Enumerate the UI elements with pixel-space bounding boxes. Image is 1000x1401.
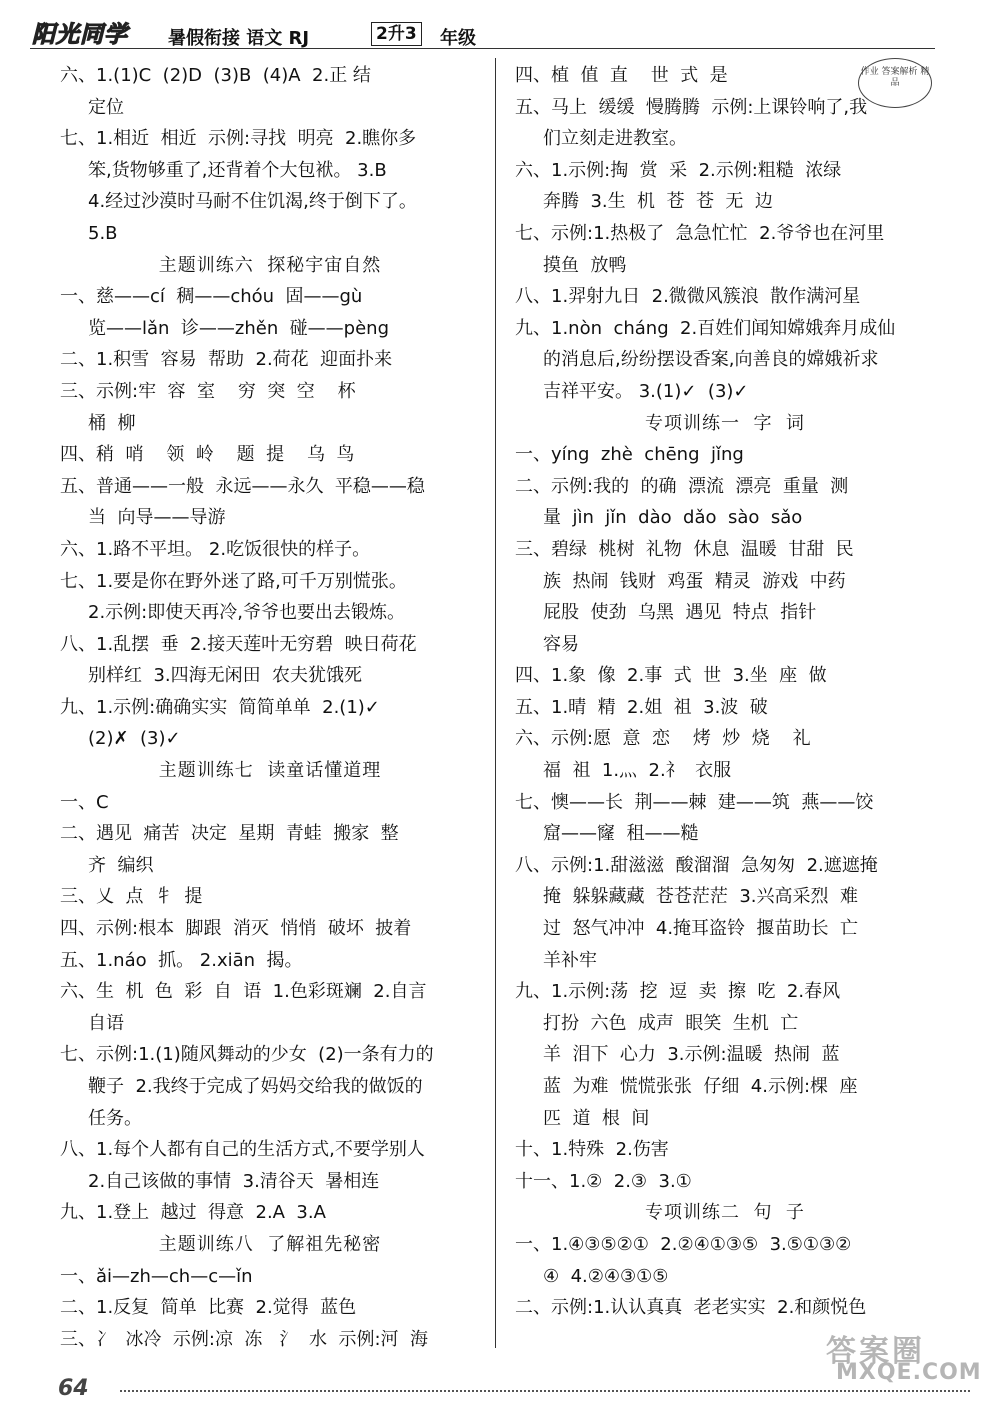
answer-line: 四、示例:根本 脚跟 消灭 悄悄 破坏 披着 bbox=[60, 918, 412, 940]
answer-line: 2.自己该做的事情 3.清谷天 暑相连 bbox=[88, 1170, 380, 1192]
answer-line: 别样红 3.四海无闲田 农夫犹饿死 bbox=[88, 665, 363, 687]
answer-line: 三、乂 点 牜 提 bbox=[60, 886, 203, 908]
answer-line: 六、示例:愿 意 恋 烤 炒 烧 礼 bbox=[515, 728, 811, 750]
answer-line: 自语 bbox=[88, 1012, 124, 1034]
grade-label: 年级 bbox=[440, 28, 476, 49]
page-number: 64 bbox=[58, 1376, 89, 1401]
answer-line: 六、1.示例:掏 赏 采 2.示例:粗糙 浓绿 bbox=[515, 159, 842, 181]
answer-line: 五、马上 缓缓 慢腾腾 示例:上课铃响了,我 bbox=[515, 96, 868, 118]
answer-line: 掩 躲躲藏藏 苍苍茫茫 3.兴高采烈 难 bbox=[543, 886, 858, 908]
answer-line: 一、1.④③⑤②① 2.②④①③⑤ 3.⑤①③② bbox=[515, 1233, 852, 1255]
answer-line: 八、1.每个人都有自己的生活方式,不要学别人 bbox=[60, 1139, 425, 1161]
answer-line: 六、1.路不平坦。 2.吃饭很快的样子。 bbox=[60, 538, 371, 560]
answer-line: 打扮 六色 成声 眼笑 生机 亡 bbox=[543, 1012, 799, 1034]
answer-line: 摸鱼 放鸭 bbox=[543, 254, 627, 276]
answer-line: 八、1.羿射九日 2.微微风簇浪 散作满河星 bbox=[515, 286, 861, 308]
answer-line: 匹 道 根 间 bbox=[543, 1107, 650, 1129]
answer-line: 过 怒气冲冲 4.掩耳盗铃 揠苗助长 亡 bbox=[543, 918, 858, 940]
answer-line: ④ 4.②④③①⑤ bbox=[543, 1265, 669, 1287]
answer-line: 览——lǎn 诊——zhěn 碰——pèng bbox=[88, 317, 389, 339]
answer-line: 齐 编织 bbox=[88, 854, 154, 876]
answer-line: 一、慈——cí 稠——chóu 固——gù bbox=[60, 286, 363, 308]
answer-line: 九、1.nòn cháng 2.百姓们闻知嫦娥奔月成仙 bbox=[515, 317, 896, 339]
answer-line: 九、1.登上 越过 得意 2.A 3.A bbox=[60, 1202, 326, 1224]
answer-line: 吉祥平安。 3.(1)✓ (3)✓ bbox=[543, 380, 749, 402]
answer-line: 十一、1.② 2.③ 3.① bbox=[515, 1170, 692, 1192]
book-title: 暑假衔接 语文 RJ bbox=[168, 28, 310, 49]
answer-line: 奔腾 3.生 机 苍 苍 无 边 bbox=[543, 191, 773, 213]
answer-line: 羊补牢 bbox=[543, 949, 597, 971]
answer-line: 五、1.náo 抓。 2.xiān 揭。 bbox=[60, 949, 303, 971]
section-heading: 专项训练一 字 词 bbox=[645, 412, 805, 434]
column-divider bbox=[495, 58, 496, 1348]
answer-line: 三、冫 冰冷 示例:凉 冻 氵 水 示例:河 海 bbox=[60, 1328, 428, 1350]
answer-line: 二、示例:1.认认真真 老老实实 2.和颜悦色 bbox=[515, 1297, 867, 1319]
answer-line: 一、yíng zhè chēng jǐng bbox=[515, 444, 744, 466]
answer-line: 族 热闹 钱财 鸡蛋 精灵 游戏 中药 bbox=[543, 570, 846, 592]
answer-line: 十、1.特殊 2.伤害 bbox=[515, 1139, 669, 1161]
answer-line: 七、1.相近 相近 示例:寻找 明亮 2.瞧你多 bbox=[60, 128, 417, 150]
watermark-logo: 答案圈 bbox=[826, 1334, 925, 1369]
answer-line: 二、1.反复 简单 比赛 2.觉得 蓝色 bbox=[60, 1297, 357, 1319]
answer-line: 量 jìn jǐn dào dǎo sào sǎo bbox=[543, 507, 803, 529]
answer-line: 四、稍 哨 领 岭 题 提 乌 鸟 bbox=[60, 444, 355, 466]
answer-line: 五、普通——一般 永远——永久 平稳——稳 bbox=[60, 475, 425, 497]
answer-line: 二、1.积雪 容易 帮助 2.荷花 迎面扑来 bbox=[60, 349, 393, 371]
answer-line: 屁股 使劲 乌黑 遇见 特点 指针 bbox=[543, 602, 817, 624]
header-divider bbox=[30, 48, 935, 49]
brand-logo: 阳光同学 bbox=[32, 21, 128, 48]
left-answer-column bbox=[60, 60, 480, 1355]
section-heading: 主题训练八 了解祖先秘密 bbox=[158, 1233, 382, 1255]
answer-line: 七、1.要是你在野外迷了路,可千万别慌张。 bbox=[60, 570, 407, 592]
answer-line: 八、1.乱摆 垂 2.接天莲叶无穷碧 映日荷花 bbox=[60, 633, 417, 655]
answer-line: 定位 bbox=[88, 96, 124, 118]
answer-line: 任务。 bbox=[88, 1107, 142, 1129]
answer-line: 三、碧绿 桃树 礼物 休息 温暖 甘甜 民 bbox=[515, 538, 854, 560]
section-heading: 主题训练七 读童话懂道理 bbox=[158, 760, 382, 782]
answer-line: 二、遇见 痛苦 决定 星期 青蛙 搬家 整 bbox=[60, 823, 399, 845]
answer-line: 一、ǎi—zh—ch—c—ǐn bbox=[60, 1265, 253, 1287]
answer-line: 四、植 值 直 世 式 是 bbox=[515, 65, 728, 86]
section-heading: 主题训练六 探秘宇宙自然 bbox=[158, 254, 382, 276]
grade-badge: 2升3 bbox=[371, 22, 422, 46]
answer-line: 七、示例:1.(1)随风舞动的少女 (2)一条有力的 bbox=[60, 1044, 434, 1066]
answer-line: 蓝 为难 慌慌张张 仔细 4.示例:棵 座 bbox=[543, 1076, 858, 1097]
footer-divider bbox=[120, 1390, 970, 1392]
answer-line: 羊 泪下 心力 3.示例:温暖 热闹 蓝 bbox=[543, 1044, 840, 1066]
answer-line: 六、1.(1)C (2)D (3)B (4)A 2.正 结 bbox=[60, 65, 371, 86]
answer-line: 三、示例:牢 容 室 穷 突 空 杯 bbox=[60, 380, 356, 402]
answer-line: 容易 bbox=[543, 633, 579, 655]
answer-line: 的消息后,纷纷摆设香案,向善良的嫦娥祈求 bbox=[543, 349, 879, 371]
answer-line: 四、1.象 像 2.事 式 世 3.坐 座 做 bbox=[515, 665, 827, 687]
answer-line: 七、示例:1.热极了 急急忙忙 2.爷爷也在河里 bbox=[515, 222, 885, 244]
answer-stamp: 作业 答案解析 精品 bbox=[858, 58, 932, 108]
answer-line: 当 向导——导游 bbox=[88, 507, 226, 529]
answer-line: 5.B bbox=[88, 222, 118, 244]
answer-line: 4.经过沙漠时马耐不住饥渴,终于倒下了。 bbox=[88, 191, 417, 213]
answer-line: 六、生 机 色 彩 自 语 1.色彩斑斓 2.自言 bbox=[60, 981, 427, 1003]
answer-line: 五、1.晴 精 2.姐 祖 3.波 破 bbox=[515, 696, 768, 718]
answer-line: 八、示例:1.甜滋滋 酸溜溜 急匆匆 2.遮遮掩 bbox=[515, 854, 878, 876]
right-answer-column bbox=[515, 60, 935, 1324]
answer-line: 窟——窿 租——糙 bbox=[543, 823, 699, 845]
answer-line: (2)✗ (3)✓ bbox=[88, 728, 181, 750]
answer-line: 福 祖 1.灬 2.礻 衣服 bbox=[543, 760, 732, 782]
answer-line: 2.示例:即使天再冷,爷爷也要出去锻炼。 bbox=[88, 602, 405, 624]
answer-line: 七、懊——长 荆——棘 建——筑 燕——饺 bbox=[515, 791, 874, 813]
answer-line: 二、示例:我的 的确 漂流 漂亮 重量 测 bbox=[515, 475, 849, 497]
section-heading: 专项训练二 句 子 bbox=[645, 1202, 805, 1224]
answer-line: 九、1.示例:荡 挖 逗 卖 擦 吃 2.春风 bbox=[515, 981, 841, 1003]
answer-line: 们立刻走进教室。 bbox=[543, 128, 687, 150]
watermark-url: MXQE.COM bbox=[836, 1360, 982, 1385]
answer-line: 九、1.示例:确确实实 简简单单 2.(1)✓ bbox=[60, 696, 380, 718]
answer-line: 一、C bbox=[60, 791, 109, 813]
answer-line: 桶 柳 bbox=[88, 412, 136, 434]
answer-line: 笨,货物够重了,还背着个大包袱。 3.B bbox=[88, 159, 387, 181]
answer-line: 鞭子 2.我终于完成了妈妈交给我的做饭的 bbox=[88, 1076, 423, 1097]
